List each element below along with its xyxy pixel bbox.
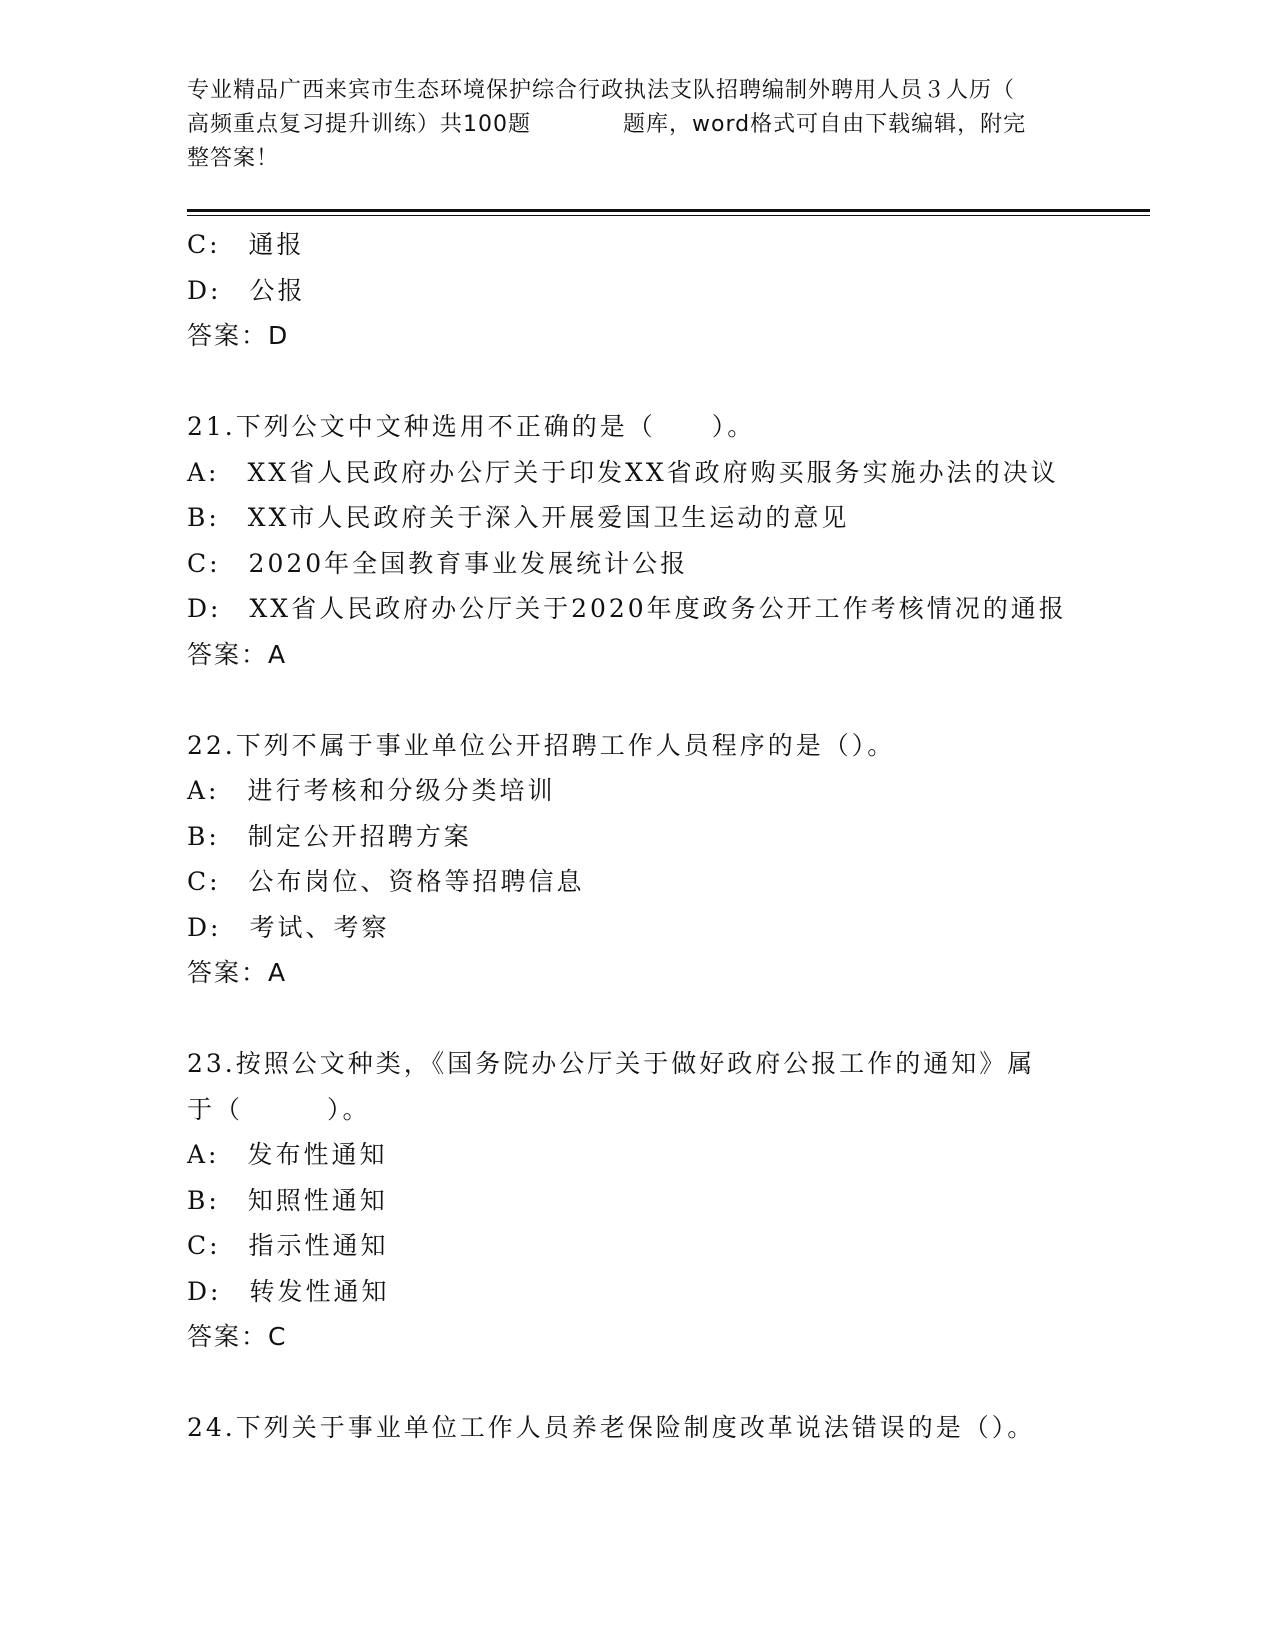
option-b: B: 知照性通知 — [187, 1185, 388, 1215]
option-c: C: 2020年全国教育事业发展统计公报 — [187, 548, 689, 578]
option-c: C: 指示性通知 — [187, 1231, 389, 1260]
question-stem: 22.下列不属于事业单位公开招聘工作人员程序的是（）。 — [187, 730, 896, 760]
option-c: C: 通报 — [187, 230, 305, 259]
spacer — [187, 1360, 1147, 1406]
document-header — [187, 74, 1087, 176]
spacer — [187, 996, 1147, 1042]
option-a: A: 进行考核和分级分类培训 — [187, 776, 556, 805]
header-line: 专业精品广西来宾市生态环境保护综合行政执法支队招聘编制外聘用人员３人历（ — [187, 78, 1016, 103]
question-22 — [187, 723, 1147, 996]
option-d: D: XX省人民政府办公厅关于2020年度政务公开工作考核情况的通报 — [187, 594, 1067, 623]
header-divider-thin — [187, 215, 1150, 216]
answer-line: 答案：A — [187, 958, 288, 987]
question-stem-continued: 于（ ）。 — [187, 1094, 371, 1124]
option-d: D: 转发性通知 — [187, 1276, 390, 1306]
spacer — [187, 359, 1147, 405]
header-divider-thick — [187, 209, 1150, 212]
question-21 — [187, 404, 1147, 677]
option-b: B: 制定公开招聘方案 — [187, 821, 472, 851]
option-d: D: 公报 — [187, 275, 306, 305]
question-24 — [187, 1405, 1147, 1451]
option-a: A: 发布性通知 — [187, 1140, 388, 1169]
option-d: D: 考试、考察 — [187, 912, 390, 942]
previous-question-tail — [187, 222, 1147, 359]
answer-line: 答案：A — [187, 639, 288, 669]
question-23 — [187, 1041, 1147, 1360]
header-line: 整答案！ — [187, 146, 280, 171]
answer-line: 答案：D — [187, 321, 290, 350]
option-c: C: 公布岗位、资格等招聘信息 — [187, 867, 585, 896]
question-content — [187, 222, 1147, 1451]
spacer — [187, 677, 1147, 723]
answer-line: 答案：C — [187, 1322, 288, 1351]
question-stem: 21.下列公文中文种选用不正确的是（ ）。 — [187, 412, 756, 441]
question-stem: 23.按照公文种类，《国务院办公厅关于做好政府公报工作的通知》属 — [187, 1049, 1036, 1078]
header-line: 高频重点复习提升训练）共100题 题库，word格式可自由下载编辑，附完 — [187, 112, 1027, 137]
option-a: A: XX省人民政府办公厅关于印发XX省政府购买服务实施办法的决议 — [187, 457, 1059, 487]
option-b: B: XX市人民政府关于深入开展爱国卫生运动的意见 — [187, 503, 850, 532]
question-stem: 24.下列关于事业单位工作人员养老保险制度改革说法错误的是（）。 — [187, 1413, 1036, 1442]
